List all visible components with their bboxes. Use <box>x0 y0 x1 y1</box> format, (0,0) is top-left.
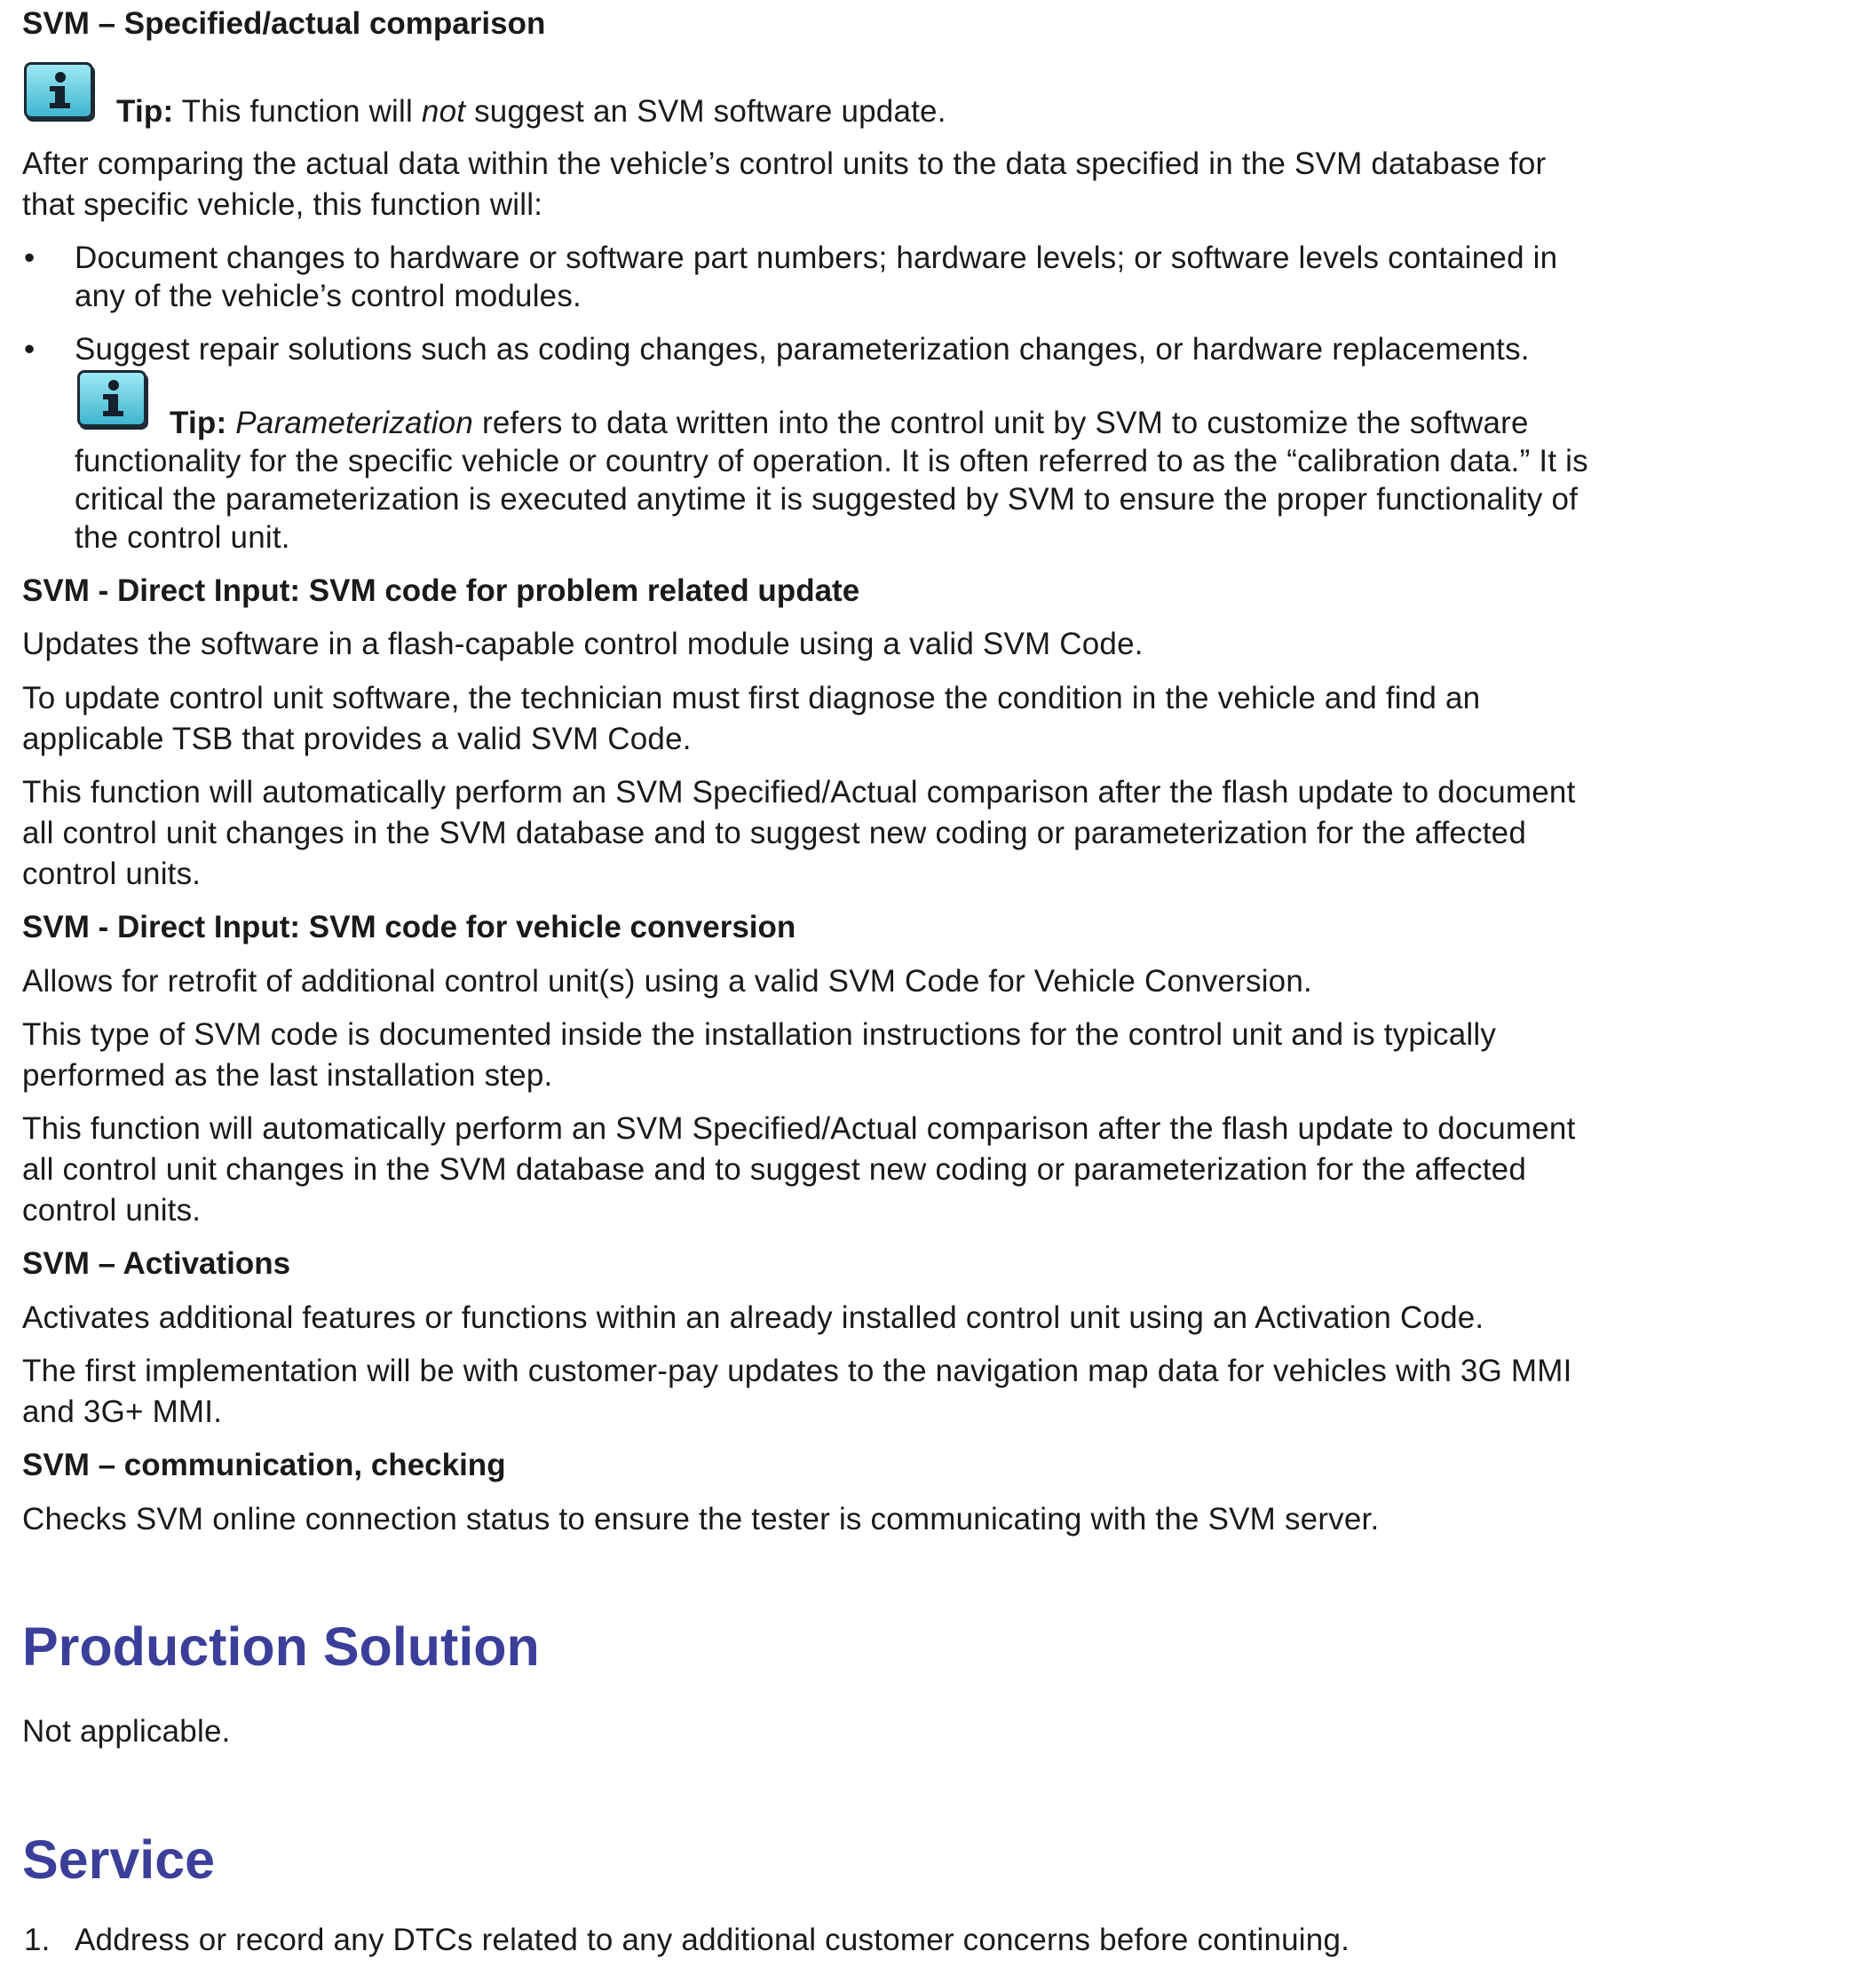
sec3-paragraph-2-line-2: performed as the last installation step. <box>22 1058 553 1093</box>
sec2-paragraph-3-line-2: all control unit changes in the SVM database and to suggest new coding or parameterization for the affected <box>22 816 1527 850</box>
sec2-paragraph-1: Updates the software in a flash-capable control module using a valid SVM Code. <box>22 627 1144 661</box>
bullet-dot: • <box>24 241 36 275</box>
service-step-1-number: 1. <box>24 1923 51 1957</box>
sec3-paragraph-2-line-1: This type of SVM code is documented inside the installation instructions for the control unit and is typically <box>22 1017 1497 1052</box>
tip-2-line-2: functionality for the specific vehicle or country of operation. It is often referred to as the “calibration data.” It is <box>75 444 1588 478</box>
production-solution-heading: Production Solution <box>22 1616 540 1677</box>
service-step-1-text: Address or record any DTCs related to any additional customer concerns before continuing. <box>75 1923 1350 1957</box>
tip-2-line-4: the control unit. <box>75 520 290 555</box>
sec2-paragraph-3-line-3: control units. <box>22 857 202 891</box>
bullet-1-line-1: Document changes to hardware or software part numbers; hardware levels; or software levels contained in <box>75 241 1558 275</box>
section-heading-vehicle-conversion: SVM - Direct Input: SVM code for vehicle conversion <box>22 910 796 944</box>
production-solution-text: Not applicable. <box>22 1714 231 1749</box>
sec2-paragraph-3-line-1: This function will automatically perform an SVM Specified/Actual comparison after the flash update to document <box>22 775 1576 810</box>
sec4-paragraph-2-line-1: The first implementation will be with customer-pay updates to the navigation map data for vehicles with 3G MMI <box>22 1354 1572 1388</box>
sec4-paragraph-1: Activates additional features or functions within an already installed control unit using an Activation Code. <box>22 1300 1484 1335</box>
section-heading-activations: SVM – Activations <box>22 1246 291 1281</box>
tip-2-label: Tip: <box>170 406 227 440</box>
sec3-paragraph-1: Allows for retrofit of additional control unit(s) using a valid SVM Code for Vehicle Conversion. <box>22 964 1312 999</box>
sec4-paragraph-2-line-2: and 3G+ MMI. <box>22 1394 223 1429</box>
sec3-paragraph-3-line-2: all control unit changes in the SVM database and to suggest new coding or parameterization for the affected <box>22 1152 1527 1187</box>
sec3-paragraph-3-line-1: This function will automatically perform an SVM Specified/Actual comparison after the flash update to document <box>22 1111 1576 1146</box>
sec2-paragraph-2-line-1: To update control unit software, the technician must first diagnose the condition in the vehicle and find an <box>22 681 1481 715</box>
tip-1 <box>116 91 946 132</box>
info-icon <box>24 62 93 119</box>
tip-1-label: Tip: <box>116 94 174 129</box>
sec2-paragraph-2-line-2: applicable TSB that provides a valid SVM Code. <box>22 722 692 756</box>
sec3-paragraph-3-line-3: control units. <box>22 1193 202 1228</box>
tip-2-text: refers to data written into the control unit by SVM to customize the software <box>481 406 1529 440</box>
service-heading: Service <box>22 1829 216 1890</box>
info-icon <box>77 370 146 427</box>
tip-1-text-post: suggest an SVM software update. <box>474 94 946 129</box>
bullet-2-line-1: Suggest repair solutions such as coding changes, parameterization changes, or hardware replacements. <box>75 332 1530 367</box>
tip-1-text-pre: This function will <box>181 94 413 129</box>
bullet-1-line-2: any of the vehicle’s control modules. <box>75 279 582 313</box>
intro-line-2: that specific vehicle, this function will: <box>22 187 543 222</box>
bullet-dot: • <box>24 332 36 367</box>
info-icon-glyph <box>41 69 76 112</box>
section-heading-communication: SVM – communication, checking <box>22 1448 506 1482</box>
sec5-paragraph-1: Checks SVM online connection status to ensure the tester is communicating with the SVM server. <box>22 1502 1380 1537</box>
tip-2-line-1 <box>170 403 1529 444</box>
section-heading-problem-update: SVM - Direct Input: SVM code for problem related update <box>22 573 860 608</box>
tip-2-line-3: critical the parameterization is executed anytime it is suggested by SVM to ensure the proper functionality of <box>75 482 1579 517</box>
tip-1-emphasis: not <box>421 94 466 129</box>
info-icon-glyph <box>94 377 130 420</box>
tip-2-emphasis: Parameterization <box>235 406 474 440</box>
intro-line-1: After comparing the actual data within the vehicle’s control units to the data specified in the SVM database for <box>22 146 1547 181</box>
section-heading-specified-actual: SVM – Specified/actual comparison <box>22 6 546 41</box>
